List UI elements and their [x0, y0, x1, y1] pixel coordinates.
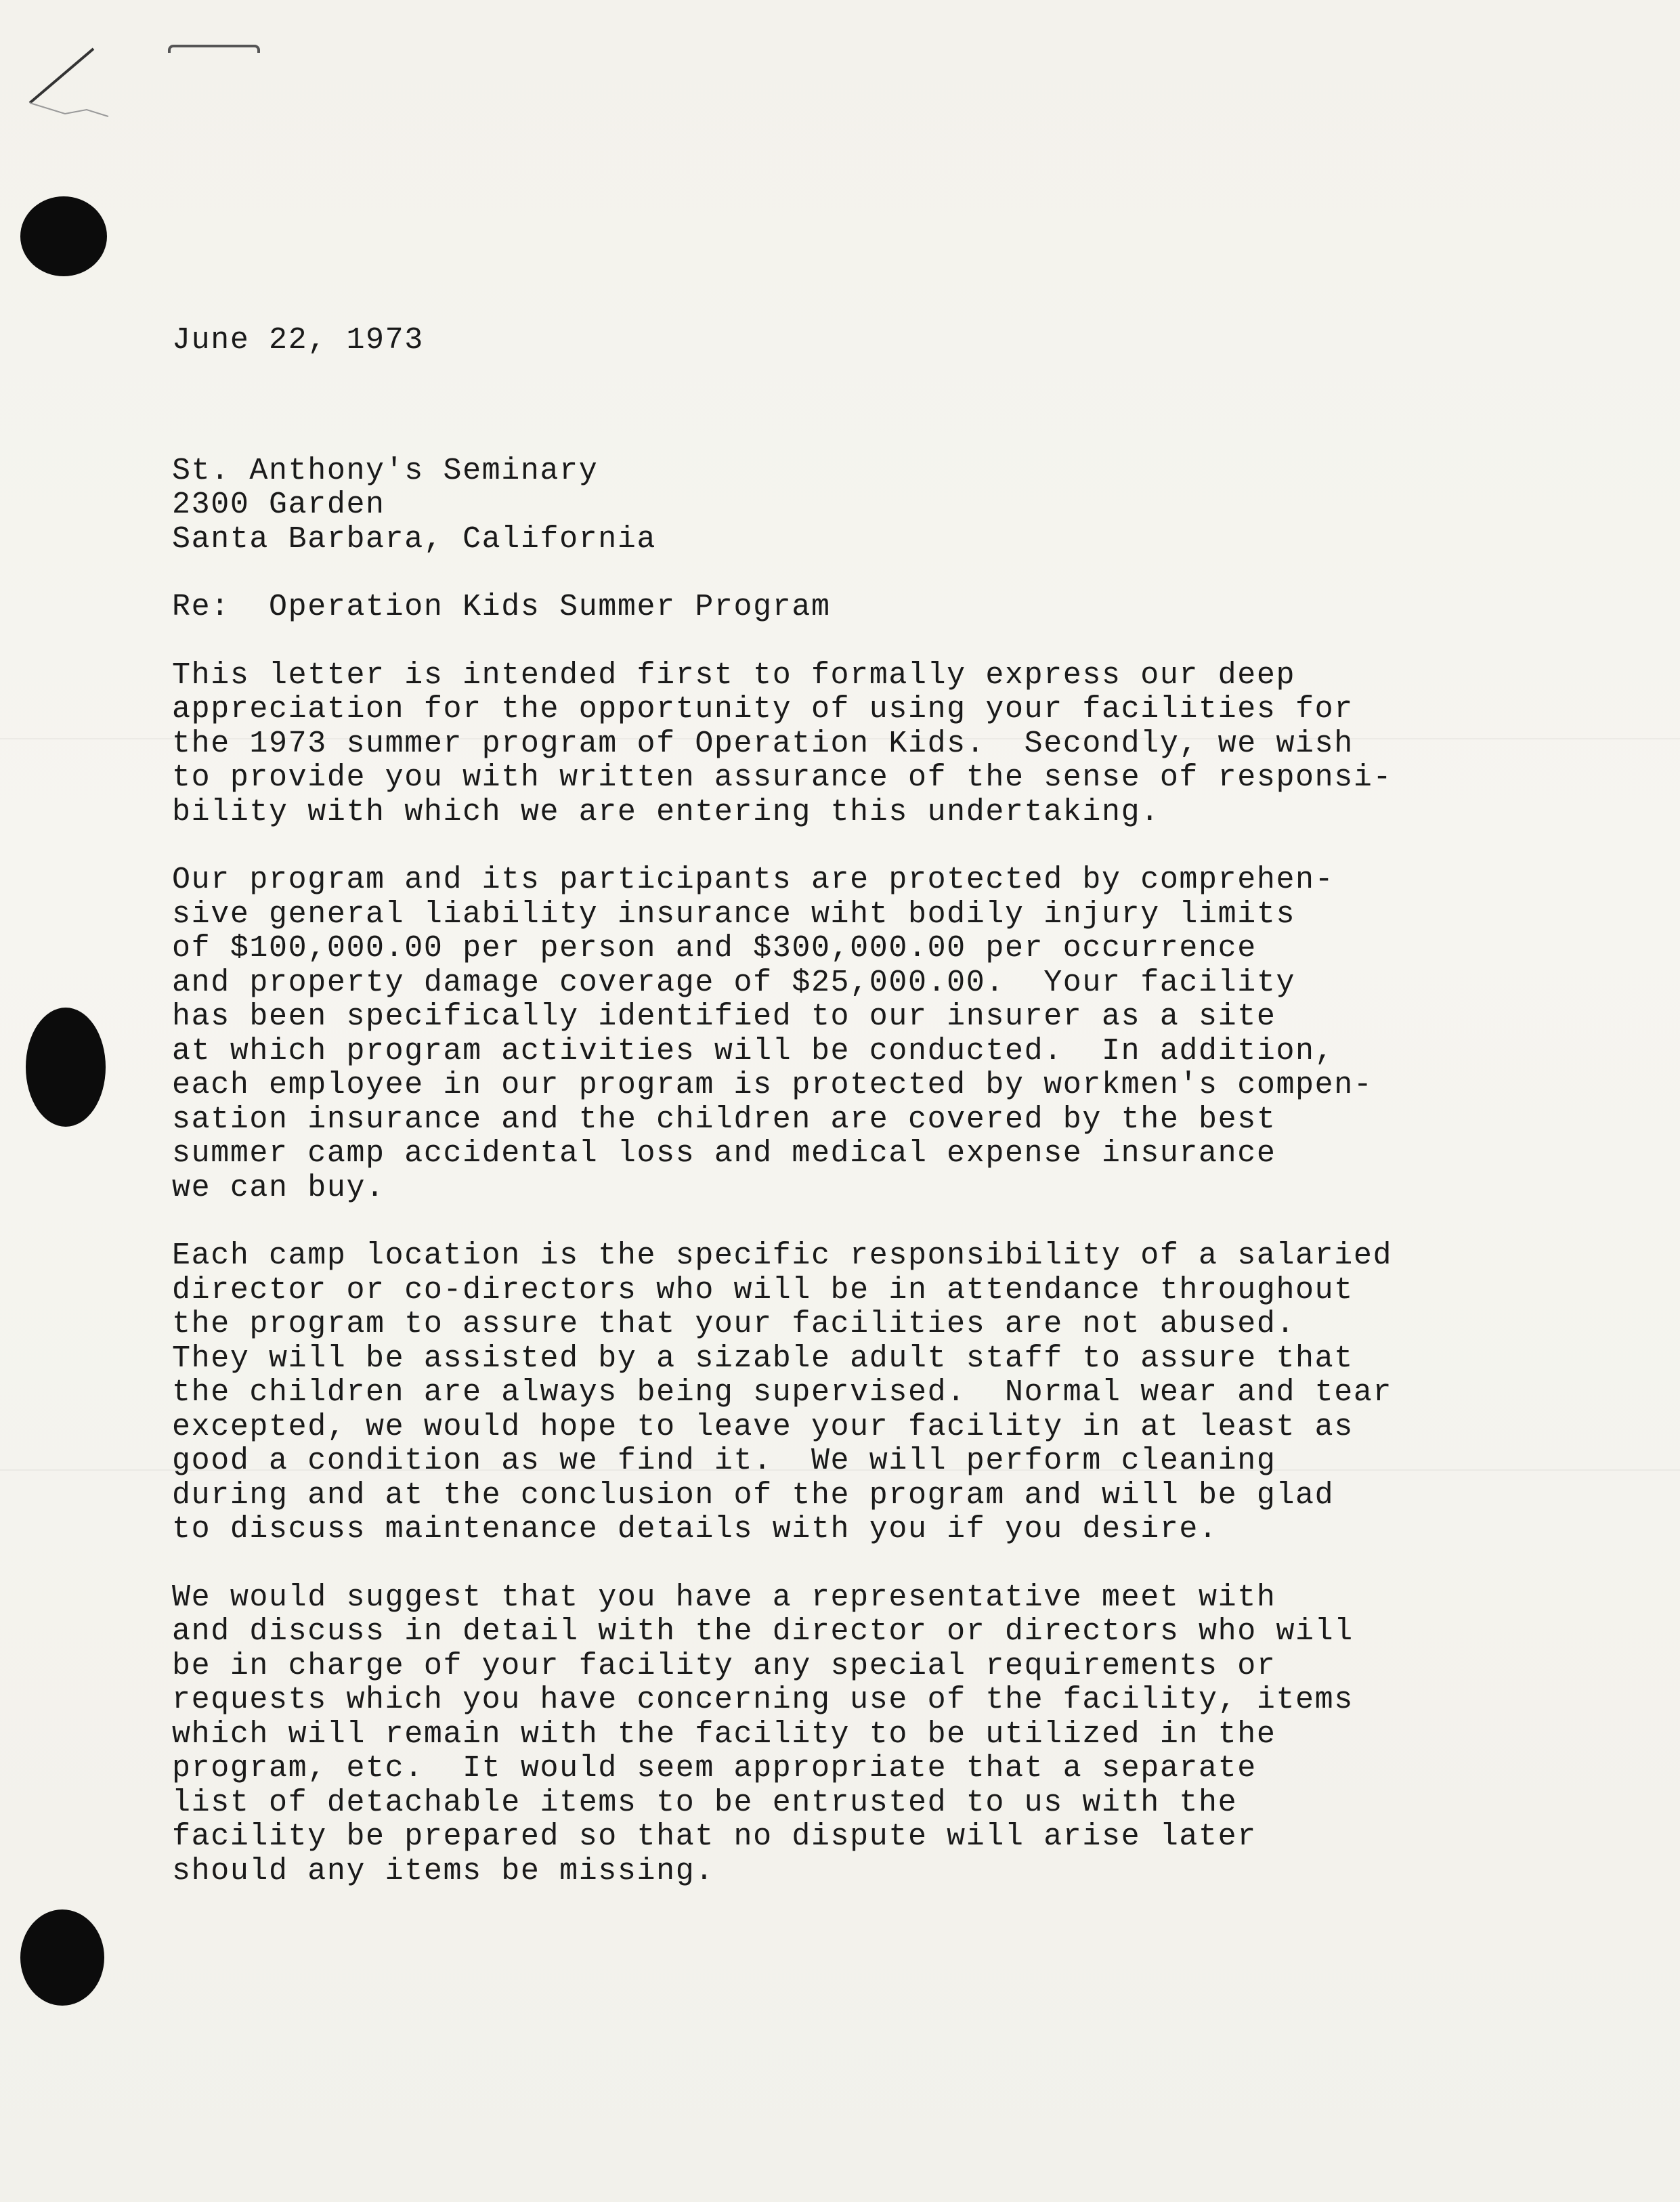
- text-line: bility with which we are entering this undertaking.: [172, 794, 1160, 829]
- punch-hole-top: [20, 196, 107, 276]
- text-line: appreciation for the opportunity of using your facilities for: [172, 692, 1354, 727]
- text-line: should any items be missing.: [172, 1853, 714, 1888]
- letter-date: June 22, 1973: [172, 323, 424, 358]
- text-line: good a condition as we find it. We will perform cleaning: [172, 1444, 1276, 1478]
- text-line: which will remain with the facility to be utilized in the: [172, 1717, 1276, 1752]
- text-line: program, etc. It would seem appropriate that a separate: [172, 1751, 1257, 1786]
- punch-hole-bottom: [20, 1909, 104, 2006]
- text-line: This letter is intended first to formally express our deep: [172, 657, 1296, 693]
- text-line: has been specifically identified to our insurer as a site: [172, 999, 1276, 1034]
- text-line: we can buy.: [172, 1170, 385, 1205]
- text-line: to provide you with written assurance of the sense of responsi-: [172, 760, 1393, 795]
- paragraph-1: [172, 659, 1526, 830]
- address-line: Santa Barbara, California: [172, 521, 657, 557]
- address-line: 2300 Garden: [172, 488, 385, 522]
- text-line: excepted, we would hope to leave your facility in at least as: [172, 1409, 1354, 1444]
- text-line: the children are always being supervised. Normal wear and tear: [172, 1375, 1393, 1410]
- torn-corner-mark: [24, 43, 112, 118]
- text-line: requests which you have concerning use of the facility, items: [172, 1683, 1354, 1717]
- text-line: sive general liability insurance wiht bodily injury limits: [172, 897, 1296, 932]
- text-line: director or co-directors who will be in attendance throughout: [172, 1272, 1354, 1308]
- text-line: summer camp accidental loss and medical expense insurance: [172, 1136, 1276, 1171]
- text-line: list of detachable items to be entrusted to us with the: [172, 1785, 1238, 1820]
- paragraph-2: [172, 863, 1526, 1205]
- text-line: Our program and its participants are protected by comprehen-: [172, 863, 1335, 897]
- paragraph-4: [172, 1581, 1526, 1889]
- letter-body: [172, 324, 1526, 1888]
- text-line: They will be assisted by a sizable adult staff to assure that: [172, 1341, 1354, 1376]
- text-line: be in charge of your facility any special requirements or: [172, 1648, 1276, 1683]
- text-line: of $100,000.00 per person and $300,000.00 per occurrence: [172, 931, 1257, 966]
- recipient-address: [172, 454, 1526, 557]
- text-line: and property damage coverage of $25,000.00. Your facility: [172, 965, 1296, 1000]
- text-line: facility be prepared so that no dispute will arise later: [172, 1819, 1257, 1854]
- text-line: sation insurance and the children are covered by the best: [172, 1102, 1276, 1137]
- text-line: each employee in our program is protected by workmen's compen-: [172, 1068, 1373, 1102]
- text-line: Each camp location is the specific responsibility of a salaried: [172, 1238, 1393, 1273]
- staple-mark: [168, 45, 260, 53]
- text-line: at which program activities will be conducted. In addition,: [172, 1033, 1335, 1068]
- text-line: the 1973 summer program of Operation Kids. Secondly, we wish: [172, 726, 1354, 761]
- text-line: during and at the conclusion of the program and will be glad: [172, 1477, 1335, 1513]
- punch-hole-middle: [26, 1008, 106, 1127]
- subject-line: Re: Operation Kids Summer Program: [172, 590, 831, 624]
- text-line: the program to assure that your facilities are not abused.: [172, 1307, 1296, 1341]
- paragraph-3: [172, 1239, 1526, 1547]
- text-line: and discuss in detail with the director or directors who will: [172, 1614, 1354, 1649]
- address-line: St. Anthony's Seminary: [172, 453, 599, 488]
- text-line: to discuss maintenance details with you if you desire.: [172, 1512, 1218, 1547]
- text-line: We would suggest that you have a representative meet with: [172, 1580, 1276, 1615]
